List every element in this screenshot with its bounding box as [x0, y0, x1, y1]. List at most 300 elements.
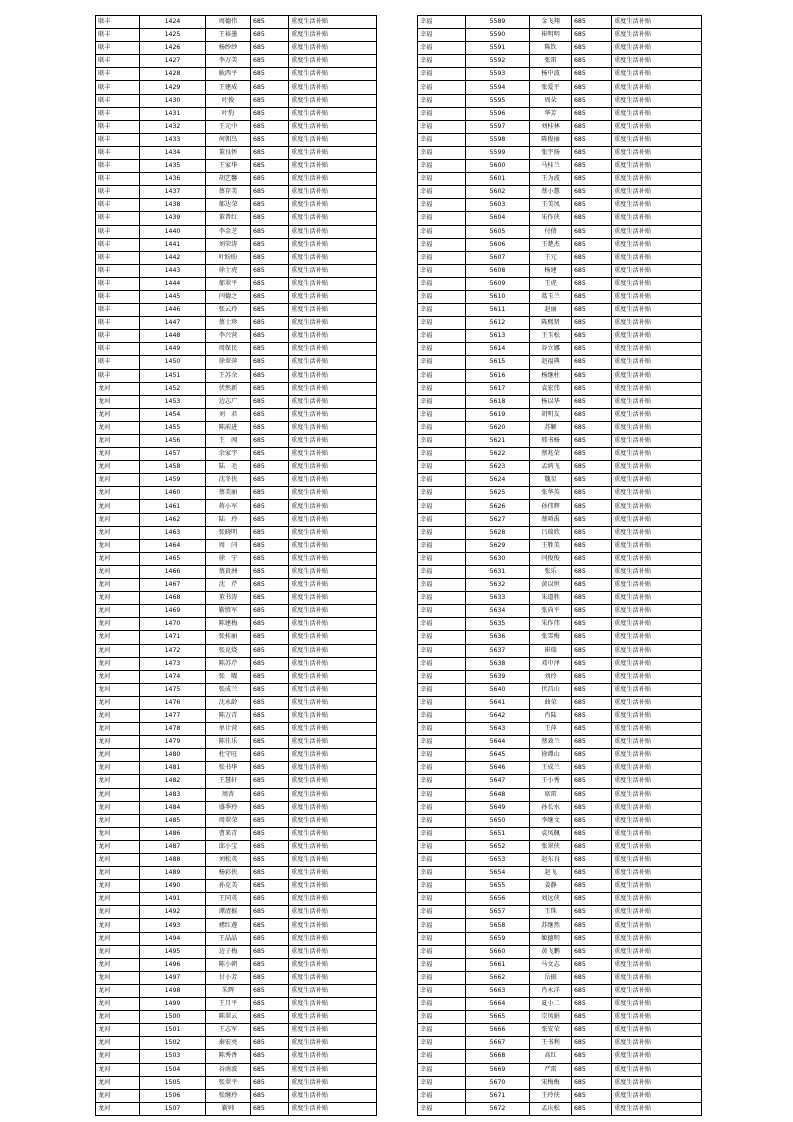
amount-cell: 685 — [251, 1011, 289, 1024]
serial-number-cell: 1425 — [140, 29, 206, 42]
serial-number-cell: 1435 — [140, 160, 206, 173]
subsidy-type-cell: 重度生活补贴 — [612, 55, 702, 68]
serial-number-cell: 1488 — [140, 854, 206, 867]
name-cell: 赵东良 — [530, 854, 572, 867]
name-cell: 孙伟辉 — [530, 500, 572, 513]
name-cell: 周保民 — [206, 343, 251, 356]
serial-number-cell: 5644 — [466, 736, 530, 749]
name-cell: 张桂丽 — [206, 631, 251, 644]
subsidy-type-cell: 重度生活补贴 — [612, 1076, 702, 1089]
serial-number-cell: 1445 — [140, 290, 206, 303]
table-row — [418, 474, 702, 487]
subsidy-type-cell: 重度生活补贴 — [289, 605, 377, 618]
name-cell: 张爱平 — [530, 81, 572, 94]
serial-number-cell: 1471 — [140, 631, 206, 644]
table-row — [96, 1102, 377, 1115]
subsidy-type-cell: 重度生活补贴 — [612, 919, 702, 932]
town-cell: 联丰 — [96, 29, 140, 42]
table-row — [96, 670, 377, 683]
subsidy-type-cell: 重度生活补贴 — [289, 827, 377, 840]
town-cell: 幸福 — [418, 723, 466, 736]
subsidy-type-cell: 重度生活补贴 — [612, 290, 702, 303]
amount-cell: 685 — [572, 539, 612, 552]
subsidy-type-cell: 重度生活补贴 — [289, 906, 377, 919]
serial-number-cell: 5625 — [466, 487, 530, 500]
serial-number-cell: 5620 — [466, 421, 530, 434]
subsidy-table-right — [417, 15, 702, 1116]
amount-cell: 685 — [251, 146, 289, 159]
subsidy-type-cell: 重度生活补贴 — [289, 461, 377, 474]
town-cell: 联丰 — [96, 120, 140, 133]
name-cell: 袁宏伟 — [530, 382, 572, 395]
name-cell: 周杏 — [206, 788, 251, 801]
subsidy-type-cell: 重度生活补贴 — [289, 225, 377, 238]
town-cell: 龙河 — [96, 984, 140, 997]
amount-cell: 685 — [572, 16, 612, 29]
name-cell: 蔡美丽 — [206, 487, 251, 500]
subsidy-type-cell: 重度生活补贴 — [612, 395, 702, 408]
amount-cell: 685 — [251, 277, 289, 290]
table-row — [96, 474, 377, 487]
town-cell: 幸福 — [418, 160, 466, 173]
town-cell: 幸福 — [418, 749, 466, 762]
name-cell: 孟鸿飞 — [530, 461, 572, 474]
amount-cell: 685 — [251, 120, 289, 133]
table-row — [96, 683, 377, 696]
subsidy-type-cell: 重度生活补贴 — [289, 16, 377, 29]
table-row — [96, 343, 377, 356]
subsidy-type-cell: 重度生活补贴 — [612, 146, 702, 159]
name-cell: 刘荣涛 — [206, 238, 251, 251]
name-cell: 邱小宝 — [206, 840, 251, 853]
town-cell: 龙河 — [96, 395, 140, 408]
serial-number-cell: 5606 — [466, 238, 530, 251]
table-row — [96, 317, 377, 330]
town-cell: 幸福 — [418, 474, 466, 487]
name-cell: 边志广 — [206, 395, 251, 408]
amount-cell: 685 — [572, 880, 612, 893]
town-cell: 联丰 — [96, 68, 140, 81]
name-cell: 崔瑞 — [530, 644, 572, 657]
town-cell: 联丰 — [96, 199, 140, 212]
amount-cell: 685 — [251, 173, 289, 186]
table-row — [96, 579, 377, 592]
amount-cell: 685 — [572, 526, 612, 539]
serial-number-cell: 1479 — [140, 736, 206, 749]
subsidy-type-cell: 重度生活补贴 — [289, 408, 377, 421]
amount-cell: 685 — [251, 513, 289, 526]
town-cell: 龙河 — [96, 513, 140, 526]
subsidy-type-cell: 重度生活补贴 — [612, 958, 702, 971]
table-row — [96, 81, 377, 94]
serial-number-cell: 5658 — [466, 919, 530, 932]
serial-number-cell: 5654 — [466, 867, 530, 880]
name-cell: 朱作侠 — [530, 212, 572, 225]
name-cell: 徐 宁 — [206, 552, 251, 565]
table-row — [418, 749, 702, 762]
amount-cell: 685 — [251, 932, 289, 945]
table-row — [418, 238, 702, 251]
name-cell: 张尚平 — [530, 605, 572, 618]
amount-cell: 685 — [572, 317, 612, 330]
name-cell: 沈冬侠 — [206, 474, 251, 487]
serial-number-cell: 1503 — [140, 1050, 206, 1063]
amount-cell: 685 — [251, 906, 289, 919]
town-cell: 龙河 — [96, 644, 140, 657]
amount-cell: 685 — [251, 421, 289, 434]
serial-number-cell: 5628 — [466, 526, 530, 539]
town-cell: 幸福 — [418, 893, 466, 906]
amount-cell: 685 — [572, 487, 612, 500]
table-row — [96, 880, 377, 893]
subsidy-type-cell: 重度生活补贴 — [289, 854, 377, 867]
serial-number-cell: 5611 — [466, 304, 530, 317]
serial-number-cell: 1460 — [140, 487, 206, 500]
subsidy-type-cell: 重度生活补贴 — [612, 736, 702, 749]
serial-number-cell: 5612 — [466, 317, 530, 330]
amount-cell: 685 — [251, 683, 289, 696]
name-cell: 刘远侠 — [530, 893, 572, 906]
name-cell: 曹来青 — [206, 827, 251, 840]
subsidy-type-cell: 重度生活补贴 — [289, 160, 377, 173]
name-cell: 叶俊 — [206, 94, 251, 107]
town-cell: 幸福 — [418, 552, 466, 565]
subsidy-type-cell: 重度生活补贴 — [289, 1011, 377, 1024]
subsidy-type-cell: 重度生活补贴 — [612, 657, 702, 670]
table-row — [418, 435, 702, 448]
serial-number-cell: 5601 — [466, 173, 530, 186]
table-row — [96, 827, 377, 840]
amount-cell: 685 — [251, 369, 289, 382]
name-cell: 陈翠云 — [206, 1011, 251, 1024]
amount-cell: 685 — [251, 592, 289, 605]
amount-cell: 685 — [572, 68, 612, 81]
table-row — [96, 696, 377, 709]
town-cell: 龙河 — [96, 867, 140, 880]
serial-number-cell: 5667 — [466, 1037, 530, 1050]
table-row — [96, 958, 377, 971]
subsidy-type-cell: 重度生活补贴 — [289, 317, 377, 330]
town-cell: 龙河 — [96, 435, 140, 448]
amount-cell: 685 — [251, 251, 289, 264]
subsidy-type-cell: 重度生活补贴 — [612, 186, 702, 199]
amount-cell: 685 — [572, 277, 612, 290]
town-cell: 联丰 — [96, 186, 140, 199]
town-cell: 幸福 — [418, 657, 466, 670]
table-row — [418, 840, 702, 853]
subsidy-type-cell: 重度生活补贴 — [289, 421, 377, 434]
name-cell: 王萍 — [530, 723, 572, 736]
town-cell: 龙河 — [96, 723, 140, 736]
amount-cell: 685 — [572, 565, 612, 578]
table-row — [418, 277, 702, 290]
town-cell: 龙河 — [96, 631, 140, 644]
amount-cell: 685 — [251, 1024, 289, 1037]
serial-number-cell: 1465 — [140, 552, 206, 565]
subsidy-type-cell: 重度生活补贴 — [289, 762, 377, 775]
town-cell: 龙河 — [96, 906, 140, 919]
table-row — [418, 709, 702, 722]
name-cell: 朱道胜 — [530, 592, 572, 605]
name-cell: 赵福典 — [530, 356, 572, 369]
name-cell: 陈前进 — [206, 421, 251, 434]
subsidy-type-cell: 重度生活补贴 — [289, 867, 377, 880]
serial-number-cell: 1478 — [140, 723, 206, 736]
table-row — [418, 984, 702, 997]
name-cell: 陆 玲 — [206, 513, 251, 526]
table-row — [96, 107, 377, 120]
town-cell: 联丰 — [96, 238, 140, 251]
name-cell: 周翠荣 — [206, 814, 251, 827]
subsidy-type-cell: 重度生活补贴 — [612, 827, 702, 840]
subsidy-type-cell: 重度生活补贴 — [612, 749, 702, 762]
subsidy-type-cell: 重度生活补贴 — [612, 1037, 702, 1050]
table-row — [418, 592, 702, 605]
amount-cell: 685 — [572, 984, 612, 997]
table-row — [96, 330, 377, 343]
table-row — [96, 199, 377, 212]
serial-number-cell: 5602 — [466, 186, 530, 199]
amount-cell: 685 — [251, 762, 289, 775]
table-row — [418, 631, 702, 644]
serial-number-cell: 1472 — [140, 644, 206, 657]
amount-cell: 685 — [572, 251, 612, 264]
table-row — [418, 801, 702, 814]
table-row — [96, 893, 377, 906]
serial-number-cell: 1474 — [140, 670, 206, 683]
amount-cell: 685 — [572, 618, 612, 631]
serial-number-cell: 5592 — [466, 55, 530, 68]
serial-number-cell: 5605 — [466, 225, 530, 238]
town-cell: 联丰 — [96, 16, 140, 29]
table-row — [418, 552, 702, 565]
table-row — [96, 356, 377, 369]
amount-cell: 685 — [572, 696, 612, 709]
table-row — [96, 369, 377, 382]
name-cell: 华芳 — [530, 107, 572, 120]
subsidy-type-cell: 重度生活补贴 — [289, 1024, 377, 1037]
town-cell: 幸福 — [418, 146, 466, 159]
subsidy-type-cell: 重度生活补贴 — [612, 1089, 702, 1102]
amount-cell: 685 — [251, 94, 289, 107]
table-row — [418, 1102, 702, 1115]
subsidy-table-left — [95, 15, 377, 1116]
amount-cell: 685 — [251, 984, 289, 997]
table-row — [96, 749, 377, 762]
amount-cell: 685 — [572, 290, 612, 303]
town-cell: 联丰 — [96, 146, 140, 159]
amount-cell: 685 — [572, 225, 612, 238]
table-row — [96, 552, 377, 565]
table-row — [418, 42, 702, 55]
name-cell: 陈苏芹 — [206, 657, 251, 670]
table-row — [96, 304, 377, 317]
town-cell: 龙河 — [96, 854, 140, 867]
name-cell: 袁凤佩 — [530, 827, 572, 840]
serial-number-cell: 1497 — [140, 971, 206, 984]
amount-cell: 685 — [251, 526, 289, 539]
serial-number-cell: 5671 — [466, 1089, 530, 1102]
serial-number-cell: 1462 — [140, 513, 206, 526]
serial-number-cell: 1437 — [140, 186, 206, 199]
table-row — [96, 998, 377, 1011]
name-cell: 沈永龄 — [206, 696, 251, 709]
table-row — [418, 382, 702, 395]
amount-cell: 685 — [572, 814, 612, 827]
subsidy-type-cell: 重度生活补贴 — [289, 81, 377, 94]
name-cell: 金飞翔 — [530, 16, 572, 29]
serial-number-cell: 1461 — [140, 500, 206, 513]
amount-cell: 685 — [572, 55, 612, 68]
subsidy-type-cell: 重度生活补贴 — [612, 133, 702, 146]
town-cell: 幸福 — [418, 29, 466, 42]
subsidy-type-cell: 重度生活补贴 — [289, 749, 377, 762]
serial-number-cell: 1482 — [140, 775, 206, 788]
town-cell: 龙河 — [96, 1050, 140, 1063]
table-row — [418, 317, 702, 330]
subsidy-type-cell: 重度生活补贴 — [612, 382, 702, 395]
town-cell: 幸福 — [418, 906, 466, 919]
name-cell: 王志军 — [206, 1024, 251, 1037]
name-cell: 张继玲 — [206, 1089, 251, 1102]
table-row — [418, 290, 702, 303]
subsidy-type-cell: 重度生活补贴 — [289, 565, 377, 578]
name-cell: 蔡士珍 — [206, 317, 251, 330]
subsidy-type-cell: 重度生活补贴 — [289, 29, 377, 42]
name-cell: 胡明友 — [530, 408, 572, 421]
subsidy-type-cell: 重度生活补贴 — [289, 133, 377, 146]
table-row — [418, 644, 702, 657]
serial-number-cell: 5632 — [466, 579, 530, 592]
table-row — [418, 120, 702, 133]
amount-cell: 685 — [251, 304, 289, 317]
subsidy-type-cell: 重度生活补贴 — [612, 1024, 702, 1037]
name-cell: 陈秀香 — [206, 1050, 251, 1063]
name-cell: 甘小芳 — [206, 971, 251, 984]
subsidy-type-cell: 重度生活补贴 — [289, 814, 377, 827]
name-cell: 张翠平 — [206, 1076, 251, 1089]
subsidy-type-cell: 重度生活补贴 — [289, 1050, 377, 1063]
subsidy-type-cell: 重度生活补贴 — [612, 893, 702, 906]
town-cell: 联丰 — [96, 330, 140, 343]
table-row — [418, 146, 702, 159]
amount-cell: 685 — [572, 723, 612, 736]
table-row — [96, 212, 377, 225]
subsidy-type-cell: 重度生活补贴 — [612, 29, 702, 42]
table-row — [418, 1037, 702, 1050]
subsidy-type-cell: 重度生活补贴 — [612, 998, 702, 1011]
town-cell: 幸福 — [418, 1063, 466, 1076]
serial-number-cell: 5653 — [466, 854, 530, 867]
town-cell: 幸福 — [418, 880, 466, 893]
subsidy-type-cell: 重度生活补贴 — [289, 932, 377, 945]
subsidy-type-cell: 重度生活补贴 — [289, 173, 377, 186]
table-row — [418, 356, 702, 369]
amount-cell: 685 — [572, 264, 612, 277]
amount-cell: 685 — [572, 146, 612, 159]
table-row — [418, 1063, 702, 1076]
town-cell: 联丰 — [96, 343, 140, 356]
amount-cell: 685 — [572, 670, 612, 683]
amount-cell: 685 — [251, 945, 289, 958]
town-cell: 龙河 — [96, 1037, 140, 1050]
serial-number-cell: 1457 — [140, 448, 206, 461]
town-cell: 龙河 — [96, 579, 140, 592]
amount-cell: 685 — [251, 814, 289, 827]
subsidy-type-cell: 重度生活补贴 — [612, 526, 702, 539]
serial-number-cell: 1480 — [140, 749, 206, 762]
serial-number-cell: 1452 — [140, 382, 206, 395]
town-cell: 幸福 — [418, 814, 466, 827]
town-cell: 幸福 — [418, 683, 466, 696]
town-cell: 幸福 — [418, 186, 466, 199]
subsidy-type-cell: 重度生活补贴 — [612, 1050, 702, 1063]
subsidy-type-cell: 重度生活补贴 — [289, 1102, 377, 1115]
subsidy-type-cell: 重度生活补贴 — [612, 840, 702, 853]
town-cell: 幸福 — [418, 1102, 466, 1115]
serial-number-cell: 1473 — [140, 657, 206, 670]
name-cell: 王晶晶 — [206, 932, 251, 945]
subsidy-type-cell: 重度生活补贴 — [289, 448, 377, 461]
subsidy-type-cell: 重度生活补贴 — [612, 801, 702, 814]
table-row — [96, 251, 377, 264]
table-row — [96, 42, 377, 55]
town-cell: 龙河 — [96, 382, 140, 395]
amount-cell: 685 — [572, 592, 612, 605]
town-cell: 联丰 — [96, 290, 140, 303]
amount-cell: 685 — [251, 1063, 289, 1076]
town-cell: 幸福 — [418, 369, 466, 382]
table-row — [96, 461, 377, 474]
amount-cell: 685 — [251, 919, 289, 932]
town-cell: 幸福 — [418, 788, 466, 801]
town-cell: 幸福 — [418, 421, 466, 434]
amount-cell: 685 — [251, 644, 289, 657]
table-row — [96, 435, 377, 448]
serial-number-cell: 5659 — [466, 932, 530, 945]
town-cell: 幸福 — [418, 16, 466, 29]
amount-cell: 685 — [251, 238, 289, 251]
table-row — [96, 657, 377, 670]
amount-cell: 685 — [572, 238, 612, 251]
amount-cell: 685 — [251, 1050, 289, 1063]
table-row — [418, 618, 702, 631]
subsidy-type-cell: 重度生活补贴 — [612, 579, 702, 592]
serial-number-cell: 5621 — [466, 435, 530, 448]
amount-cell: 685 — [251, 474, 289, 487]
name-cell: 张成兰 — [206, 683, 251, 696]
name-cell: 董良怀 — [206, 146, 251, 159]
name-cell: 王小秀 — [530, 775, 572, 788]
subsidy-type-cell: 重度生活补贴 — [289, 304, 377, 317]
subsidy-table-right-body — [418, 16, 702, 1116]
name-cell: 张翠侠 — [530, 840, 572, 853]
table-row — [96, 1076, 377, 1089]
subsidy-type-cell: 重度生活补贴 — [612, 199, 702, 212]
name-cell: 谷立娜 — [530, 343, 572, 356]
town-cell: 龙河 — [96, 958, 140, 971]
subsidy-type-cell: 重度生活补贴 — [289, 539, 377, 552]
amount-cell: 685 — [251, 107, 289, 120]
serial-number-cell: 5651 — [466, 827, 530, 840]
subsidy-type-cell: 重度生活补贴 — [612, 932, 702, 945]
town-cell: 幸福 — [418, 932, 466, 945]
subsidy-type-cell: 重度生活补贴 — [289, 592, 377, 605]
town-cell: 龙河 — [96, 526, 140, 539]
subsidy-type-cell: 重度生活补贴 — [289, 1089, 377, 1102]
serial-number-cell: 1476 — [140, 696, 206, 709]
amount-cell: 685 — [251, 16, 289, 29]
